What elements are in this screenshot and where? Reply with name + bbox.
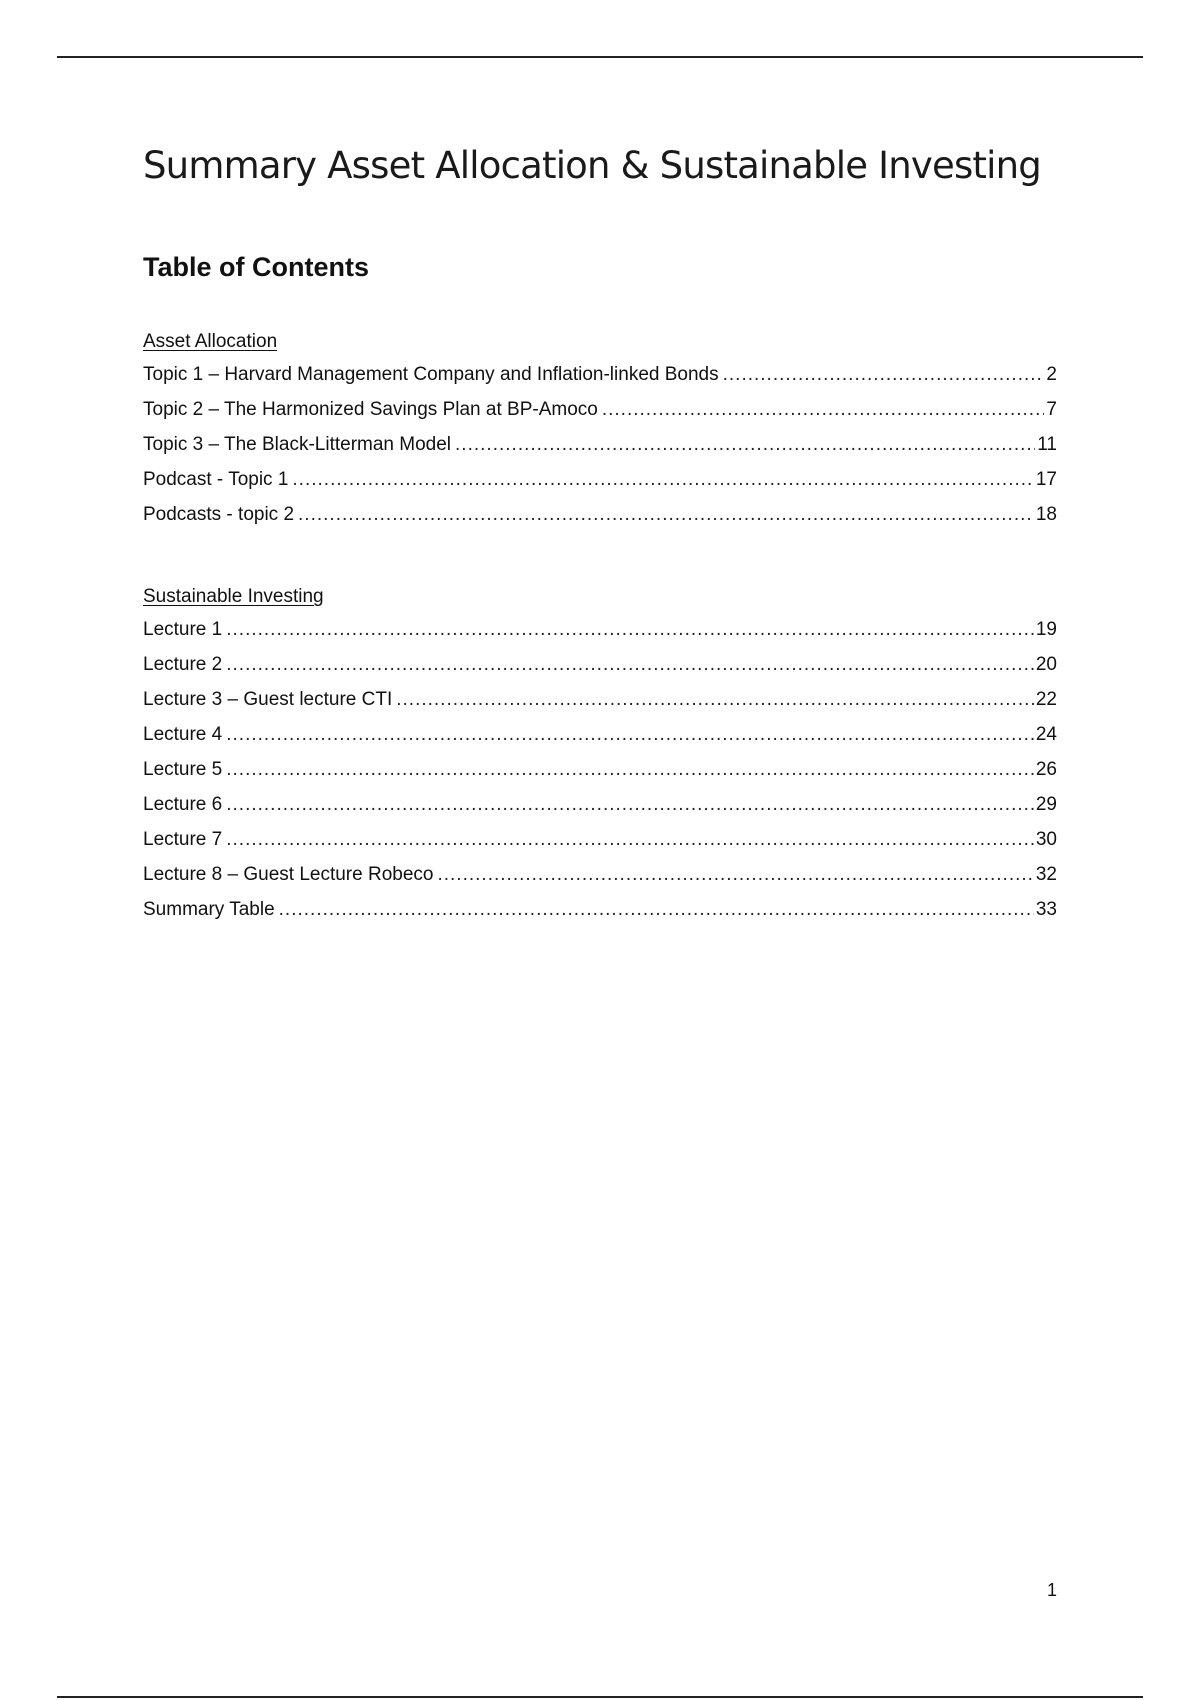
toc-entry-label: Lecture 2 [143, 654, 223, 675]
dot-leader [226, 618, 1034, 642]
toc-entry[interactable] [143, 468, 1057, 503]
toc-entry[interactable] [143, 723, 1057, 758]
document-title: Summary Asset Allocation & Sustainable Investing [143, 144, 1041, 187]
dot-leader [602, 398, 1045, 422]
toc-entry-page: 7 [1046, 399, 1057, 420]
dot-leader [723, 363, 1045, 387]
toc-entry-label: Lecture 1 [143, 619, 223, 640]
toc-entry-page: 18 [1035, 504, 1057, 525]
dot-leader [298, 503, 1034, 527]
toc-entry[interactable] [143, 503, 1057, 538]
toc-entry[interactable] [143, 898, 1057, 933]
toc-entry-page: 17 [1035, 469, 1057, 490]
toc-entry-label: Lecture 3 – Guest lecture CTI [143, 689, 393, 710]
dot-leader [226, 793, 1034, 817]
toc-entry-label: Lecture 6 [143, 794, 223, 815]
toc-entry[interactable] [143, 398, 1057, 433]
toc-entry-label: Lecture 7 [143, 829, 223, 850]
toc-entry-label: Topic 1 – Harvard Management Company and Inflation-linked Bonds [143, 364, 719, 385]
page-number: 1 [1046, 1580, 1057, 1600]
dot-leader [437, 863, 1033, 887]
toc-entry-list [143, 618, 1057, 933]
toc-entry-page: 19 [1035, 619, 1057, 640]
toc-entry-page: 11 [1037, 434, 1057, 455]
toc-entry-label: Topic 3 – The Black-Litterman Model [143, 434, 452, 455]
toc-entry[interactable] [143, 863, 1057, 898]
toc-entry[interactable] [143, 793, 1057, 828]
toc-entry-page: 29 [1035, 794, 1057, 815]
toc-entry-page: 24 [1035, 724, 1057, 745]
dot-leader [279, 898, 1034, 922]
toc-entry-label: Topic 2 – The Harmonized Savings Plan at BP-Amoco [143, 399, 598, 420]
toc-entry-label: Lecture 5 [143, 759, 223, 780]
toc-entry-page: 30 [1035, 829, 1057, 850]
toc-entry-label: Summary Table [143, 899, 275, 920]
toc-entry-list [143, 363, 1057, 538]
toc-entry-page: 2 [1046, 364, 1057, 385]
section-heading[interactable]: Asset Allocation [143, 331, 278, 352]
dot-leader [226, 653, 1034, 677]
dot-leader [226, 828, 1034, 852]
toc-entry[interactable] [143, 688, 1057, 723]
toc-entry[interactable] [143, 758, 1057, 793]
toc-section-asset-allocation [143, 330, 1057, 538]
toc-entry[interactable] [143, 618, 1057, 653]
toc-entry-label: Podcast - Topic 1 [143, 469, 289, 490]
header-rule [57, 56, 1143, 58]
toc-entry-page: 20 [1035, 654, 1057, 675]
toc-entry-label: Lecture 8 – Guest Lecture Robeco [143, 864, 434, 885]
footer-rule [57, 1696, 1143, 1698]
section-heading[interactable]: Sustainable Investing [143, 586, 324, 607]
dot-leader [292, 468, 1033, 492]
toc-entry-label: Lecture 4 [143, 724, 223, 745]
toc-entry[interactable] [143, 828, 1057, 863]
toc-section-sustainable-investing [143, 585, 1057, 933]
toc-entry-page: 33 [1035, 899, 1057, 920]
dot-leader [226, 758, 1034, 782]
toc-entry[interactable] [143, 653, 1057, 688]
toc-entry-page: 32 [1035, 864, 1057, 885]
toc-entry[interactable] [143, 433, 1057, 468]
toc-heading: Table of Contents [143, 252, 369, 282]
toc-entry-page: 22 [1035, 689, 1057, 710]
dot-leader [226, 723, 1034, 747]
toc-entry-page: 26 [1035, 759, 1057, 780]
toc-entry-label: Podcasts - topic 2 [143, 504, 295, 525]
dot-leader [455, 433, 1035, 457]
dot-leader [396, 688, 1034, 712]
toc-entry[interactable] [143, 363, 1057, 398]
